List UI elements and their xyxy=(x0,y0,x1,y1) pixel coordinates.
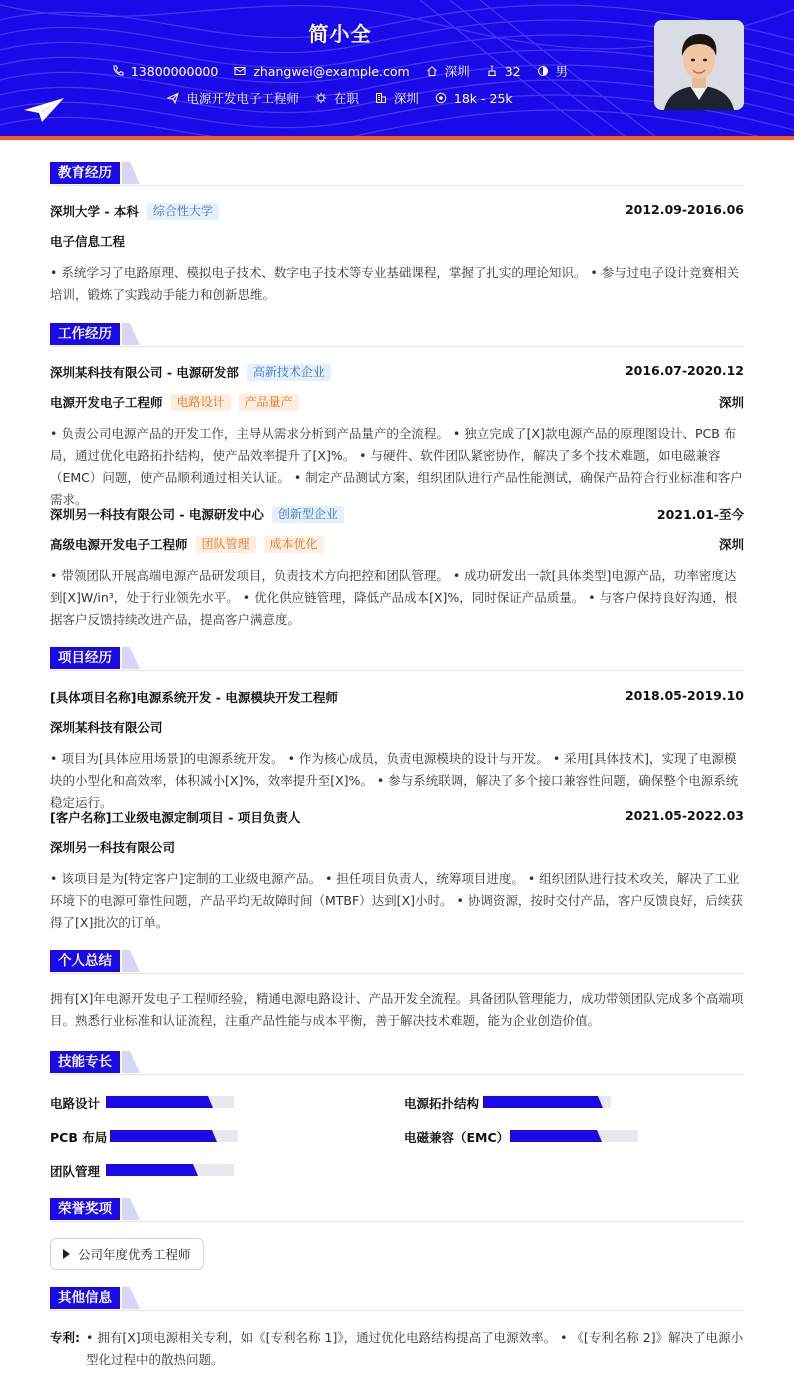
company-tag: 高新技术企业 xyxy=(247,364,331,381)
company-name: 深圳某科技有限公司 - 电源研发部 xyxy=(50,365,239,380)
project-description: • 项目为[具体应用场景]的电源系统开发。 • 作为核心成员，负责电源模块的设计与开发。 • 采用[具体技术]，实现了电源模块的小型化和高效率，体积减小[X]%，效率提升至[X]%。 • 参与系统联调，解决了多个接口兼容性问题，确保整个电源系统稳定运行。 xyxy=(50,751,739,810)
skill-bar-fill xyxy=(110,1130,212,1142)
project-company-row xyxy=(50,718,744,738)
salary-icon xyxy=(435,92,447,104)
work-date: 2016.07-2020.12 xyxy=(624,363,744,378)
city-text: 深圳 xyxy=(444,64,470,79)
skill-label: 电路设计 xyxy=(50,1096,101,1111)
skills-heading xyxy=(50,1051,744,1075)
salary-info xyxy=(435,91,513,106)
education-major-row xyxy=(50,232,744,252)
job-target-text: 电源开发电子工程师 xyxy=(186,91,299,106)
education-date: 2012.09-2016.06 xyxy=(624,202,744,217)
salary-text: 18k - 25k xyxy=(453,90,513,106)
work-header-row xyxy=(50,363,744,383)
building-icon xyxy=(375,92,387,104)
skill-tag: 成本优化 xyxy=(264,536,324,553)
heading-tail-icon xyxy=(122,1051,140,1073)
work-header-row xyxy=(50,505,744,525)
project-header-row xyxy=(50,688,744,708)
awards-section xyxy=(50,1198,744,1222)
city-info xyxy=(426,62,470,80)
award-text: 公司年度优秀工程师 xyxy=(78,1247,191,1262)
education-heading-label: 教育经历 xyxy=(50,162,120,184)
candidate-name: 简小全 xyxy=(308,22,372,46)
education-header-row xyxy=(50,202,744,222)
skill-label: 团队管理 xyxy=(50,1164,101,1179)
heading-tail-icon xyxy=(122,647,140,669)
project-company-row xyxy=(50,838,744,858)
project-description: • 该项目是为[特定客户]定制的工业级电源产品。 • 担任项目负责人，统筹项目进度。 • 组织团队进行技术攻关，解决了工业环境下的电源可靠性问题，产品平均无故障时间（MTBF）达到[X]小时。 • 协调资源，按时交付产品，客户反馈良好，后续获得了[X]批次的订单。 xyxy=(50,871,743,930)
other-heading-label: 其他信息 xyxy=(50,1287,120,1309)
patent-block xyxy=(50,1327,744,1371)
project-date: 2018.05-2019.10 xyxy=(624,688,744,703)
gender-icon xyxy=(537,65,549,77)
heading-tail-icon xyxy=(122,950,140,972)
position-title: 电源开发电子工程师 xyxy=(50,395,163,410)
work-heading xyxy=(50,323,744,347)
projects-heading xyxy=(50,647,744,671)
skill-bar-fill xyxy=(106,1096,208,1108)
skill-tag: 电路设计 xyxy=(171,394,231,411)
skill-bar xyxy=(110,1130,238,1142)
work-location: 深圳 xyxy=(718,537,744,552)
skill-tag: 产品量产 xyxy=(239,394,299,411)
education-heading xyxy=(50,162,744,186)
skill-bar xyxy=(106,1164,234,1176)
company-name: 深圳另一科技有限公司 - 电源研发中心 xyxy=(50,507,264,522)
work-entry xyxy=(50,505,744,631)
age-info xyxy=(486,64,521,79)
status-icon xyxy=(315,92,327,104)
gender-info xyxy=(537,62,569,80)
education-entry xyxy=(50,202,744,306)
job-target-info xyxy=(167,89,299,107)
phone-icon xyxy=(112,65,124,77)
work-position-row xyxy=(50,535,744,555)
caret-right-icon xyxy=(63,1249,70,1259)
send-icon xyxy=(167,92,179,104)
skill-label: PCB 布局 xyxy=(50,1130,108,1145)
company-tag: 创新型企业 xyxy=(272,506,344,523)
education-section xyxy=(50,162,744,186)
work-entry xyxy=(50,363,744,511)
skills-heading-label: 技能专长 xyxy=(50,1051,120,1073)
work-heading-label: 工作经历 xyxy=(50,323,120,345)
school-name: 深圳大学 - 本科 xyxy=(50,204,139,219)
project-company: 深圳另一科技有限公司 xyxy=(50,840,176,855)
skill-bar-fill xyxy=(483,1096,598,1108)
phone-info xyxy=(112,64,218,79)
age-text: 32 xyxy=(504,63,521,79)
project-name: [客户名称]工业级电源定制项目 - 项目负责人 xyxy=(50,810,301,825)
education-description: • 系统学习了电路原理、模拟电子技术、数字电子技术等专业基础课程，掌握了扎实的理论知识。 • 参与过电子设计竞赛相关培训，锻炼了实践动手能力和创新思维。 xyxy=(50,265,740,302)
skill-bar-fill xyxy=(510,1130,597,1142)
home-icon xyxy=(426,65,438,77)
other-section xyxy=(50,1287,744,1371)
contact-row xyxy=(0,62,680,80)
project-entry xyxy=(50,808,744,934)
awards-heading xyxy=(50,1198,744,1222)
project-entry xyxy=(50,688,744,814)
work-date: 2021.01-至今 xyxy=(656,507,744,522)
major: 电子信息工程 xyxy=(50,234,126,249)
heading-tail-icon xyxy=(122,1287,140,1309)
email-text: zhangwei@example.com xyxy=(253,63,410,79)
summary-text: 拥有[X]年电源开发电子工程师经验，精通电源电路设计、产品开发全流程。具备团队管理能力，成功带领团队完成多个高端项目。熟悉行业标准和认证流程，注重产品性能与成本平衡，善于解决技术难题，能为企业创造价值。 xyxy=(50,991,744,1028)
work-position-row xyxy=(50,393,744,413)
patent-text: • 拥有[X]项电源相关专利，如《[专利名称 1]》，通过优化电路结构提高了电源效率。 • 《[专利名称 2]》解决了电源小型化过程中的散热问题。 xyxy=(86,1330,744,1367)
target-city-info xyxy=(375,89,419,107)
award-item[interactable] xyxy=(50,1238,204,1270)
skill-bar xyxy=(483,1096,611,1108)
age-icon xyxy=(486,65,498,77)
skill-bar xyxy=(106,1096,234,1108)
phone-text: 13800000000 xyxy=(130,63,219,79)
heading-tail-icon xyxy=(122,1198,140,1220)
status-info xyxy=(315,89,359,107)
heading-tail-icon xyxy=(122,162,140,184)
skill-label: 电源拓扑结构 xyxy=(404,1096,480,1111)
skill-label: 电磁兼容（EMC） xyxy=(404,1130,510,1145)
project-date: 2021.05-2022.03 xyxy=(624,808,744,823)
heading-tail-icon xyxy=(122,323,140,345)
awards-heading-label: 荣誉奖项 xyxy=(50,1198,120,1220)
avatar xyxy=(654,20,744,110)
work-description: • 带领团队开展高端电源产品研发项目，负责技术方向把控和团队管理。 • 成功研发出一款[具体类型]电源产品，功率密度达到[X]W/in³，处于行业领先水平。 • 优化供应链管理，降低产品成本[X]%，同时保证产品质量。 • 与客户保持良好沟通，根据客户反馈持续改进产品，提高客户满意度。 xyxy=(50,568,738,627)
skills-section xyxy=(50,1051,744,1075)
mail-icon xyxy=(234,65,246,77)
projects-heading-label: 项目经历 xyxy=(50,647,120,669)
email-info xyxy=(234,64,409,79)
skill-bar-fill xyxy=(106,1164,193,1176)
gender-text: 男 xyxy=(555,64,569,79)
other-heading xyxy=(50,1287,744,1311)
work-section xyxy=(50,323,744,347)
work-description: • 负责公司电源产品的开发工作，主导从需求分析到产品量产的全流程。 • 独立完成了[X]款电源产品的原理图设计、PCB 布局，通过优化电路拓扑结构，使产品效率提升了[X]%。 • 与硬件、软件团队紧密协作，解决了多个技术难题，如电磁兼容（EMC）问题，使产品顺利通过相关认证。 • 制定产品测试方案，组织团队进行产品性能测试，确保产品符合行业标准和客户需求。 xyxy=(50,426,743,507)
project-name: [具体项目名称]电源系统开发 - 电源模块开发工程师 xyxy=(50,690,338,705)
position-title: 高级电源开发电子工程师 xyxy=(50,537,188,552)
avatar-portrait-icon xyxy=(654,20,744,110)
project-company: 深圳某科技有限公司 xyxy=(50,720,163,735)
patent-label: 专利: xyxy=(50,1330,80,1345)
skill-bar xyxy=(510,1130,638,1142)
target-city-text: 深圳 xyxy=(393,91,419,106)
job-intent-row xyxy=(0,89,680,107)
status-text: 在职 xyxy=(333,91,359,106)
project-header-row xyxy=(50,808,744,828)
projects-section xyxy=(50,647,744,671)
resume-header xyxy=(0,0,794,140)
school-tag: 综合性大学 xyxy=(147,203,219,220)
summary-section xyxy=(50,950,744,1032)
skill-tag: 团队管理 xyxy=(196,536,256,553)
summary-heading xyxy=(50,950,744,974)
summary-heading-label: 个人总结 xyxy=(50,950,120,972)
work-location: 深圳 xyxy=(718,395,744,410)
